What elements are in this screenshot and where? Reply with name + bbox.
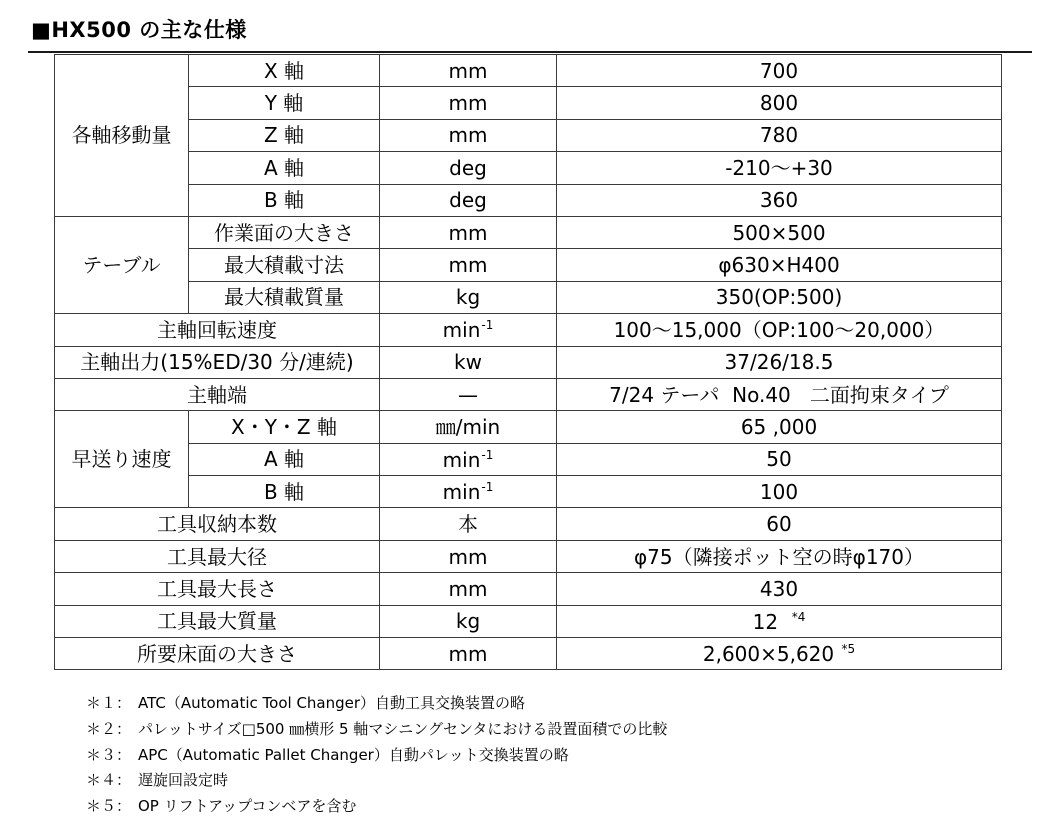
label-tool-max-dia: 工具最大径 <box>55 540 380 572</box>
value-cell: 360 <box>557 184 1002 216</box>
table-row <box>55 605 1002 637</box>
item-cell: A 軸 <box>189 152 380 184</box>
value-text: 12 <box>752 609 779 634</box>
value-cell: φ630×H400 <box>557 249 1002 281</box>
title-underline <box>28 51 1032 53</box>
footnote-text: ATC（Automatic Tool Changer）自動工具交換装置の略 <box>138 694 526 712</box>
value-cell <box>557 605 1002 637</box>
table-row <box>55 314 1002 346</box>
unit-cell: mm <box>380 119 557 151</box>
footnote-text: パレットサイズ□500 ㎜横形 5 軸マシニングセンタにおける設置面積での比較 <box>138 719 668 738</box>
unit-superscript: -1 <box>481 318 494 333</box>
spec-table <box>54 54 1002 670</box>
item-cell: X 軸 <box>189 55 380 87</box>
value-cell: 350(OP:500) <box>557 281 1002 313</box>
footnote-mark: ＊２： <box>86 719 132 738</box>
item-cell: 最大積載質量 <box>189 281 380 313</box>
unit-cell <box>380 314 557 346</box>
unit-cell: kg <box>380 281 557 313</box>
unit-text: min <box>442 480 481 505</box>
table-row <box>55 411 1002 443</box>
unit-cell: kg <box>380 605 557 637</box>
unit-superscript: -1 <box>481 480 494 495</box>
value-cell: 780 <box>557 119 1002 151</box>
table-row <box>55 508 1002 540</box>
unit-cell <box>380 476 557 508</box>
table-row <box>55 638 1002 670</box>
group-label-table: テーブル <box>55 216 189 313</box>
item-cell: 最大積載寸法 <box>189 249 380 281</box>
footnote <box>86 718 667 744</box>
item-cell: Z 軸 <box>189 119 380 151</box>
value-cell: 7/24 テーパ No.40 二面拘束タイプ <box>557 378 1002 410</box>
unit-cell: mm <box>380 55 557 87</box>
value-cell: 50 <box>557 443 1002 475</box>
table-row <box>55 119 1002 151</box>
group-label-rapid: 早送り速度 <box>55 411 189 508</box>
item-cell: A 軸 <box>189 443 380 475</box>
table-row <box>55 55 1002 87</box>
table-row <box>55 540 1002 572</box>
footnote <box>86 795 667 821</box>
label-spindle-nose: 主軸端 <box>55 378 380 410</box>
table-row <box>55 346 1002 378</box>
label-floor-space: 所要床面の大きさ <box>55 638 380 670</box>
unit-text: min <box>442 447 481 472</box>
table-row <box>55 476 1002 508</box>
group-label-axis-travel: 各軸移動量 <box>55 55 189 217</box>
unit-superscript: -1 <box>481 447 494 462</box>
table-row <box>55 249 1002 281</box>
value-cell: 100 <box>557 476 1002 508</box>
label-spindle-speed: 主軸回転速度 <box>55 314 380 346</box>
label-spindle-power: 主軸出力(15%ED/30 分/連続) <box>55 346 380 378</box>
footnote-mark: ＊１： <box>86 694 132 712</box>
unit-cell: ㎜/min <box>380 411 557 443</box>
unit-cell: 本 <box>380 508 557 540</box>
unit-cell: mm <box>380 540 557 572</box>
table-row <box>55 87 1002 119</box>
table-row <box>55 216 1002 248</box>
footnote <box>86 744 667 770</box>
unit-cell: mm <box>380 638 557 670</box>
value-cell: 800 <box>557 87 1002 119</box>
value-cell: -210〜+30 <box>557 152 1002 184</box>
unit-cell: mm <box>380 87 557 119</box>
footnote-mark: ＊５： <box>86 797 132 816</box>
unit-cell: deg <box>380 152 557 184</box>
table-row <box>55 152 1002 184</box>
unit-cell: — <box>380 378 557 410</box>
unit-cell: mm <box>380 216 557 248</box>
label-tool-capacity: 工具収納本数 <box>55 508 380 540</box>
page-title: ■HX500 の主な仕様 <box>31 18 247 42</box>
footnote-mark: ＊４： <box>86 771 132 790</box>
value-cell: 500×500 <box>557 216 1002 248</box>
footnote-text: APC（Automatic Pallet Changer）自動パレット交換装置の略 <box>138 745 569 764</box>
footnote-text: OP リフトアップコンベアを含む <box>138 797 357 816</box>
unit-cell: mm <box>380 573 557 605</box>
value-cell: 700 <box>557 55 1002 87</box>
item-cell: 作業面の大きさ <box>189 216 380 248</box>
value-text: 2,600×5,620 <box>702 642 835 667</box>
footnote <box>86 692 667 718</box>
unit-cell <box>380 443 557 475</box>
label-tool-max-mass: 工具最大質量 <box>55 605 380 637</box>
value-cell <box>557 638 1002 670</box>
note-reference: *4 <box>791 609 806 624</box>
value-cell: 430 <box>557 573 1002 605</box>
table-row <box>55 184 1002 216</box>
table-row <box>55 281 1002 313</box>
footnote-mark: ＊３： <box>86 745 132 764</box>
item-cell: Y 軸 <box>189 87 380 119</box>
note-reference: *5 <box>841 642 856 657</box>
value-cell: 60 <box>557 508 1002 540</box>
unit-text: min <box>442 318 481 343</box>
table-row <box>55 378 1002 410</box>
unit-cell: deg <box>380 184 557 216</box>
item-cell: X・Y・Z 軸 <box>189 411 380 443</box>
value-cell: 100〜15,000（OP:100〜20,000） <box>557 314 1002 346</box>
unit-cell: kw <box>380 346 557 378</box>
label-tool-max-len: 工具最大長さ <box>55 573 380 605</box>
value-cell: 37/26/18.5 <box>557 346 1002 378</box>
value-cell: 65 ,000 <box>557 411 1002 443</box>
item-cell: B 軸 <box>189 184 380 216</box>
footnote <box>86 769 667 795</box>
table-row <box>55 573 1002 605</box>
unit-cell: mm <box>380 249 557 281</box>
footnote-text: 遅旋回設定時 <box>138 771 229 790</box>
value-cell: φ75（隣接ポット空の時φ170） <box>557 540 1002 572</box>
table-row <box>55 443 1002 475</box>
footnotes <box>86 692 667 821</box>
item-cell: B 軸 <box>189 476 380 508</box>
